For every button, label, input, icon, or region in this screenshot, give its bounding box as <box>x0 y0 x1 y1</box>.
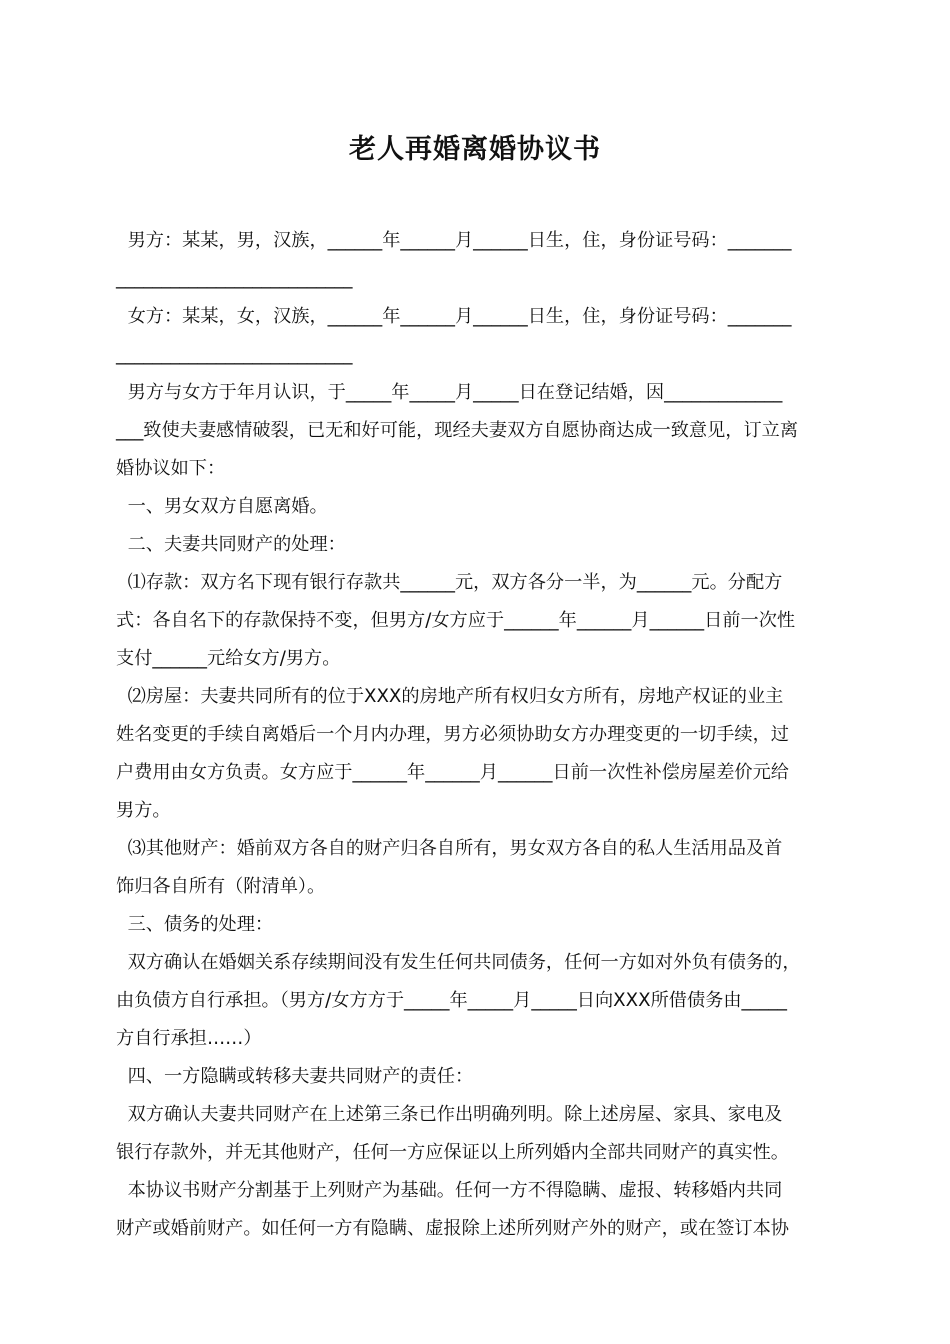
paragraph-line: __________________________ <box>116 344 353 365</box>
section-heading: 一、男女双方自愿离婚。 <box>116 496 328 517</box>
paragraph-line: 式：各自名下的存款保持不变，但男方/女方应于______年______月______日前一次性 <box>116 610 796 631</box>
paragraph-line: 方自行承担……） <box>116 1028 262 1049</box>
paragraph-line: 双方确认夫妻共同财产在上述第三条已作出明确列明。除上述房屋、家具、家电及 <box>116 1104 783 1125</box>
paragraph-line: ___致使夫妻感情破裂，已无和好可能，现经夫妻双方自愿协商达成一致意见，订立离 <box>116 420 799 441</box>
paragraph-line: 男方与女方于年月认识，于_____年_____月_____日在登记结婚，因_____________ <box>116 382 783 403</box>
paragraph-line: 男方：某某，男，汉族，______年______月______日生，住，身份证号码：_______ <box>116 230 792 251</box>
paragraph-line: 女方：某某，女，汉族，______年______月______日生，住，身份证号码：_______ <box>116 306 792 327</box>
paragraph-line: 由负债方自行承担。（男方/女方方于_____年_____月_____日向XXX所借债务由_____ <box>116 990 787 1011</box>
paragraph-line: 户费用由女方负责。女方应于______年______月______日前一次性补偿房屋差价元给 <box>116 762 789 783</box>
paragraph-line: 双方确认在婚姻关系存续期间没有发生任何共同债务，任何一方如对外负有债务的， <box>116 952 801 973</box>
paragraph-line: __________________________ <box>116 268 353 289</box>
paragraph-line: 饰归各自所有（附清单）。 <box>116 876 326 897</box>
paragraph-line: 支付______元给女方/男方。 <box>116 648 341 669</box>
paragraph-line: 婚协议如下： <box>116 458 226 479</box>
paragraph-line: 本协议书财产分割基于上列财产为基础。任何一方不得隐瞒、虚报、转移婚内共同 <box>116 1180 783 1201</box>
paragraph-line: 男方。 <box>116 800 171 821</box>
paragraph-line: 财产或婚前财产。如任何一方有隐瞒、虚报除上述所列财产外的财产，或在签订本协 <box>116 1218 789 1239</box>
document-body <box>116 222 836 1248</box>
document-title: 老人再婚离婚协议书 <box>349 134 601 165</box>
section-heading: 二、夫妻共同财产的处理： <box>116 534 346 555</box>
section-heading: 四、一方隐瞒或转移夫妻共同财产的责任： <box>116 1066 474 1087</box>
paragraph-line: ⑵房屋：夫妻共同所有的位于XXX的房地产所有权归女方所有，房地产权证的业主 <box>116 686 784 707</box>
paragraph-line: 银行存款外，并无其他财产，任何一方应保证以上所列婚内全部共同财产的真实性。 <box>116 1142 789 1163</box>
paragraph-line: ⑶其他财产：婚前双方各自的财产归各自所有，男女双方各自的私人生活用品及首 <box>116 838 783 859</box>
paragraph-line: ⑴存款：双方名下现有银行存款共______元，双方各分一半，为______元。分配方 <box>116 572 783 593</box>
paragraph-line: 姓名变更的手续自离婚后一个月内办理，男方必须协助女方办理变更的一切手续，过 <box>116 724 789 745</box>
section-heading: 三、债务的处理： <box>116 914 274 935</box>
